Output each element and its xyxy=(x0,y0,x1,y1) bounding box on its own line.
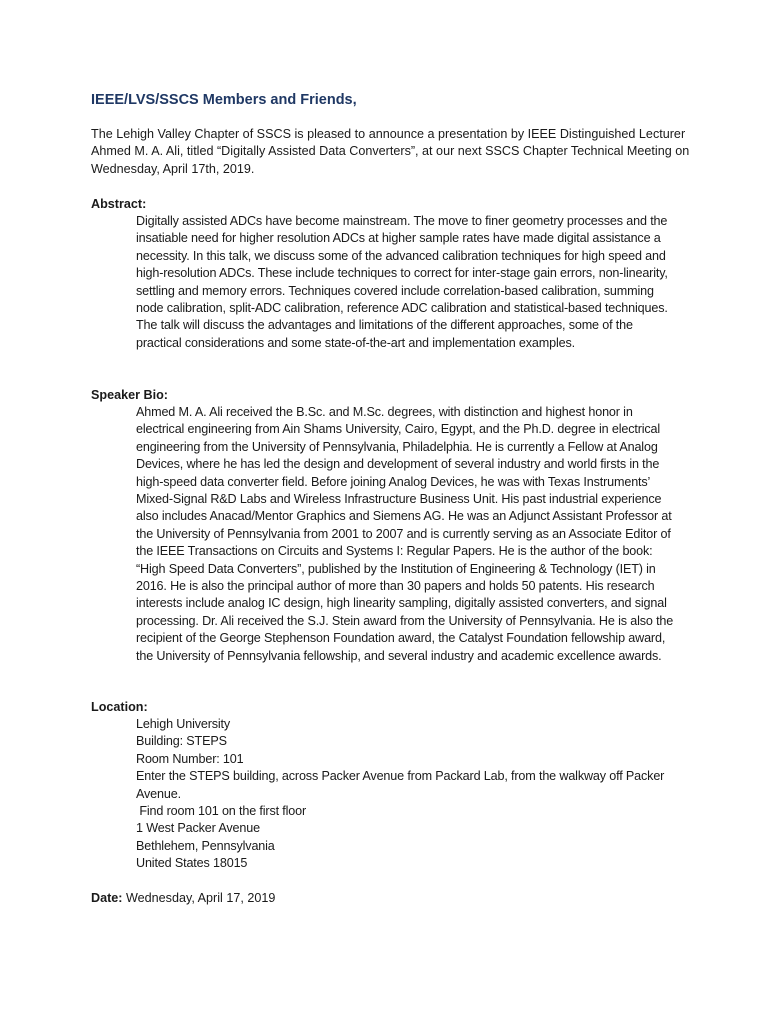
speaker-bio-text: Ahmed M. A. Ali received the B.Sc. and M.Sc. degrees, with distinction and highest honor in electrical engineering from Ain Shams University, Cairo, Egypt, and the Ph.D. degree in electrical engineering from the University of Pennsylvania, Philadelphia. He is currently a Fellow at Analog Devices, where he has led the design and development of several industry and world firsts in the high-speed data converter field. Before joining Analog Devices, he was with Texas Instruments’ Mixed-Signal R&D Labs and Wireless Infrastructure Business Unit. His past industrial experience also includes Anacad/Mentor Graphics and Siemens AG. He was an Adjunct Assistant Professor at the University of Pennsylvania from 2001 to 2007 and is currently serving as an Associate Editor of the IEEE Transactions on Circuits and Systems I: Regular Papers. He is the author of the book: “High Speed Data Converters”, published by the Institution of Engineering & Technology (IET) in 2016. He is also the principal author of more than 30 papers and holds 50 patents. His research interests include analog IC design, high linearity sampling, digitally assisted converters, and signal processing. Dr. Ali received the S.J. Stein award from the University of Pennsylvania. He is also the recipient of the George Stephenson Foundation award, the Catalyst Foundation fellowship award, the University of Pennsylvania fellowship, and several industry and academic excellence awards. xyxy=(136,405,674,663)
location-country-zip: United States 18015 xyxy=(136,856,248,871)
greeting-heading: IEEE/LVS/SSCS Members and Friends, xyxy=(91,92,357,108)
abstract-heading: Abstract: xyxy=(91,197,147,211)
location-find-room: Find room 101 on the first floor xyxy=(136,804,307,819)
location-room: Room Number: 101 xyxy=(136,751,244,766)
location-university: Lehigh University xyxy=(136,717,231,731)
location-block xyxy=(136,716,681,873)
location-building: Building: STEPS xyxy=(136,734,227,749)
date-value: Wednesday, April 17, 2019 xyxy=(122,891,276,905)
location-heading: Location: xyxy=(91,700,148,714)
location-street: 1 West Packer Avenue xyxy=(136,821,260,836)
date-line xyxy=(91,890,275,907)
date-label: Date: xyxy=(91,891,123,905)
speaker-bio-heading: Speaker Bio: xyxy=(91,388,168,402)
intro-paragraph: The Lehigh Valley Chapter of SSCS is pleased to announce a presentation by IEEE Distinguished Lecturer Ahmed M. A. Ali, titled “Digitally Assisted Data Converters”, at our next SSCS Chapter Technical Meeting on Wednesday, April 17th, 2019. xyxy=(91,127,690,176)
location-directions-cont: Avenue. xyxy=(136,786,181,801)
location-city: Bethlehem, Pennsylvania xyxy=(136,838,275,853)
abstract-text: Digitally assisted ADCs have become mainstream. The move to finer geometry processes and the insatiable need for higher resolution ADCs at higher sample rates have made digital assistance a necessity. In this talk, we discuss some of the advanced calibration techniques for high speed and high-resolution ADCs. These include techniques to correct for inter-stage gain errors, non-linearity, settling and memory errors. Techniques covered include correlation-based calibration, summing node calibration, split-ADC calibration, reference ADC calibration and statistical-based techniques. The talk will discuss the advantages and limitations of the different approaches, some of the practical considerations and some state-of-the-art and implementation examples. xyxy=(136,214,668,350)
location-directions: Enter the STEPS building, across Packer Avenue from Packard Lab, from the walkway off Packer xyxy=(136,769,665,784)
